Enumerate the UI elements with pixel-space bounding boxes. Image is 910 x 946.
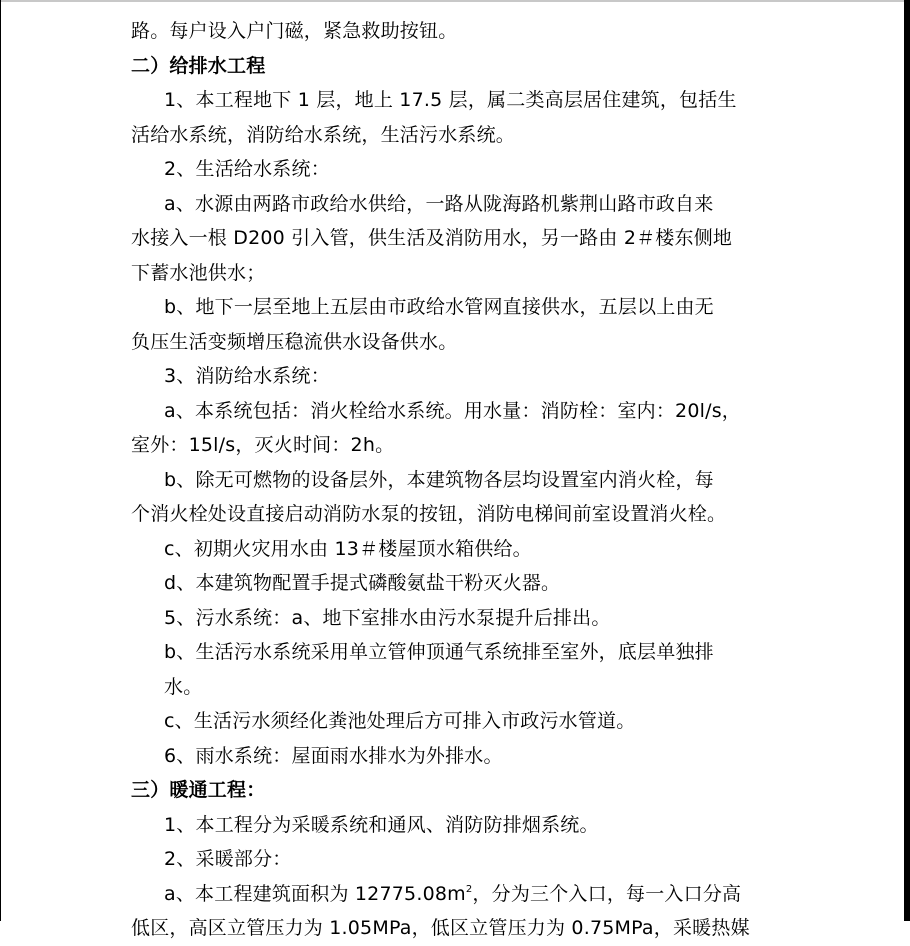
window-right-border — [904, 0, 910, 921]
text-line — [131, 463, 781, 498]
section-heading — [131, 773, 781, 808]
text-line — [131, 290, 781, 325]
text-line-content: 2、生活给水系统： — [164, 158, 330, 180]
text-line — [131, 394, 781, 429]
text-line-content: 2、采暖部分： — [164, 848, 292, 870]
text-line — [131, 14, 781, 49]
text-line-content: 1、本工程地下 1 层，地上 17.5 层，属二类高层居住建筑，包括生 — [164, 89, 737, 111]
document-page — [131, 14, 781, 946]
text-line — [131, 256, 781, 291]
text-line — [131, 325, 781, 360]
text-line-content: 负压生活变频增压稳流供水设备供水。 — [131, 330, 458, 353]
text-line-content: a、本系统包括：消火栓给水系统。用水量：消防栓：室内：20l/s， — [164, 399, 742, 422]
text-line — [131, 152, 781, 187]
text-line — [131, 428, 781, 463]
text-line — [131, 704, 781, 739]
text-line-content: a、水源由两路市政给水供给，一路从陇海路机紫荆山路市政自来 — [164, 192, 714, 215]
text-line-content: 个消火栓处设直接启动消防水泵的按钮，消防电梯间前室设置消火栓。 — [131, 503, 727, 525]
text-line — [131, 842, 781, 877]
text-line-content: 水。 — [164, 675, 203, 698]
text-line — [131, 532, 781, 567]
text-line-content: b、生活污水系统采用单立管伸顶通气系统排至室外，底层单独排 — [164, 641, 714, 663]
text-line — [131, 739, 781, 774]
text-line-content: 活给水系统，消防给水系统，生活污水系统。 — [131, 123, 516, 146]
text-line-content: 二）给排水工程 — [131, 54, 266, 77]
text-line-content: c、生活污水须经化粪池处理后方可排入市政污水管道。 — [164, 710, 636, 732]
text-line-content: 下蓄水池供水； — [131, 261, 266, 284]
text-line-content: 6、雨水系统：屋面雨水排水为外排水。 — [164, 744, 503, 767]
text-line — [131, 911, 781, 946]
text-line-content: d、本建筑物配置手提式磷酸氨盐干粉灭火器。 — [164, 572, 561, 594]
text-line-content: 5、污水系统：a、地下室排水由污水泵提升后排出。 — [164, 606, 611, 629]
text-line-content: 三）暖通工程： — [131, 779, 266, 801]
text-line-tail: ，分为三个入口，每一入口分高 — [472, 882, 742, 905]
text-line-content: 路。每户设入户门磁，紧急救助按钮。 — [131, 20, 458, 42]
text-line-content: 室外：15l/s，灭火时间：2h。 — [131, 434, 395, 456]
text-line — [131, 187, 781, 222]
text-line-content: b、地下一层至地上五层由市政给水管网直接供水，五层以上由无 — [164, 296, 714, 318]
text-line — [131, 566, 781, 601]
text-line — [131, 601, 781, 636]
text-line-content: a、本工程建筑面积为 12775.08m — [164, 882, 466, 905]
window-left-border — [0, 0, 1, 921]
text-line — [131, 808, 781, 843]
section-heading — [131, 49, 781, 84]
text-line — [131, 118, 781, 153]
text-line-content: 1、本工程分为采暖系统和通风、消防防排烟系统。 — [164, 813, 599, 836]
superscript: 2 — [465, 883, 473, 895]
text-line — [131, 497, 781, 532]
text-line — [131, 83, 781, 118]
text-line — [131, 221, 781, 256]
text-line — [131, 359, 781, 394]
text-line-content: b、除无可燃物的设备层外，本建筑物各层均设置室内消火栓，每 — [164, 468, 714, 491]
text-line — [131, 635, 781, 670]
text-line-content: 水接入一根 D200 引入管，供生活及消防用水，另一路由 2＃楼东侧地 — [131, 227, 733, 249]
text-line-content: c、初期火灾用水由 13＃楼屋顶水箱供给。 — [164, 537, 532, 560]
text-line — [131, 877, 781, 912]
text-line-content: 低区，高区立管压力为 1.05MPa，低区立管压力为 0.75MPa，采暖热媒 — [131, 917, 750, 939]
window-top-edge — [0, 0, 910, 2]
text-line — [131, 670, 781, 705]
text-line-content: 3、消防给水系统： — [164, 365, 330, 387]
